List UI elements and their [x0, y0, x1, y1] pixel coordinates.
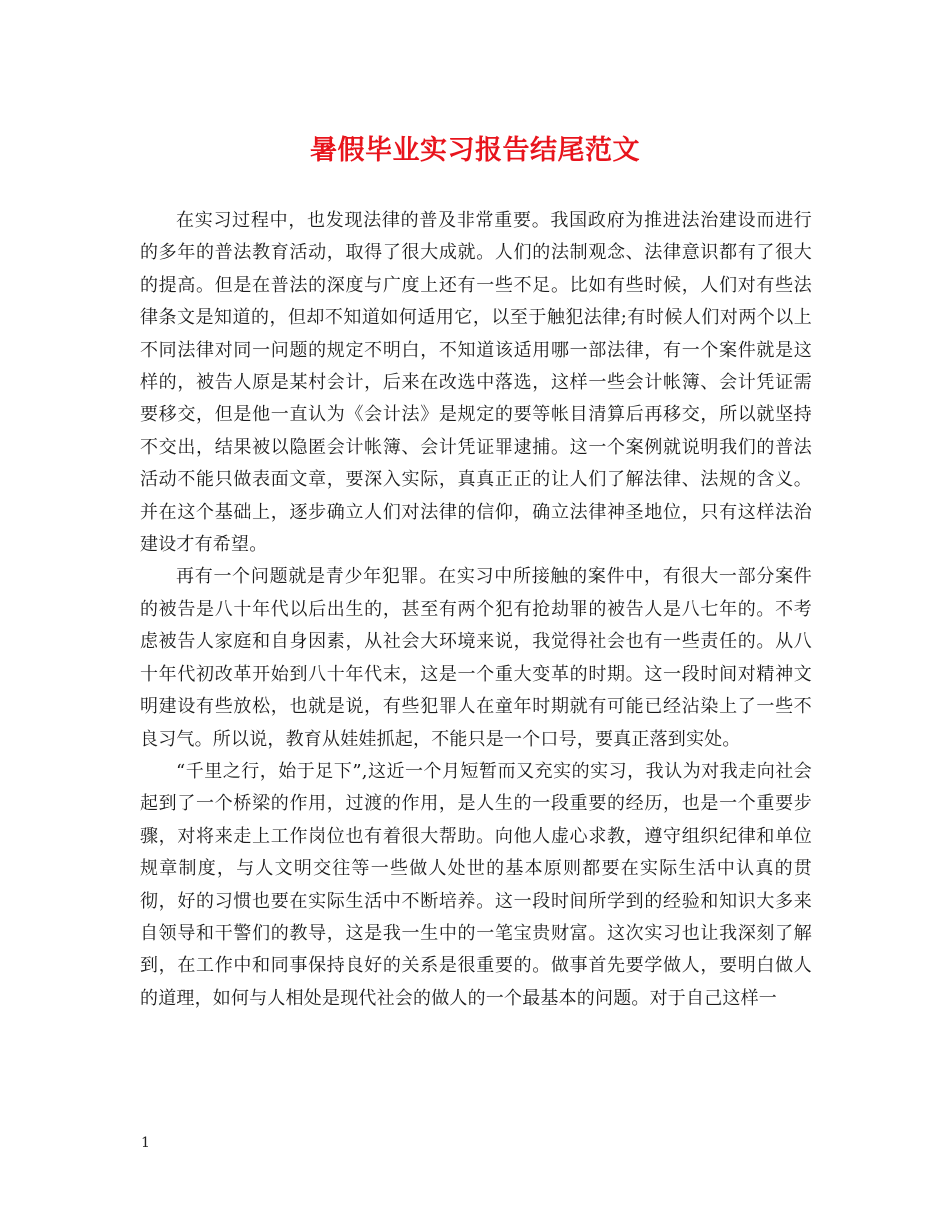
paragraph-1: 在实习过程中，也发现法律的普及非常重要。我国政府为推进法治建设而进行的多年的普法教育活动，取得了很大成就。人们的法制观念、法律意识都有了很大的提高。但是在普法的深度与广度上还有一些不足。比如有些时候，人们对有些法律条文是知道的，但却不知道如何适用它，以至于触犯法律;有时候人们对两个以上不同法律对同一问题的规定不明白，不知道该适用哪一部法律，有一个案件就是这样的，被告人原是某村会计，后来在改选中落选，这样一些会计帐簿、会计凭证需要移交，但是他一直认为《会计法》是规定的要等帐目清算后再移交，所以就坚持不交出，结果被以隐匿会计帐簿、会计凭证罪逮捕。这一个案例就说明我们的普法活动不能只做表面文章，要深入实际，真真正正的让人们了解法律、法规的含义。并在这个基础上，逐步确立人们对法律的信仰，确立法律神圣地位，只有这样法治建设才有希望。: [140, 210, 812, 556]
document-title: 暑假毕业实习报告结尾范文: [310, 135, 640, 166]
document-body: [140, 205, 812, 1015]
page-number: 1: [141, 1135, 150, 1151]
paragraph-2: 再有一个问题就是青少年犯罪。在实习中所接触的案件中，有很大一部分案件的被告是八十年代以后出生的，甚至有两个犯有抢劫罪的被告人是八七年的。不考虑被告人家庭和自身因素，从社会大环境来说，我觉得社会也有一些责任的。从八十年代初改革开始到八十年代末，这是一个重大变革的时期。这一段时间对精神文明建设有些放松，也就是说，有些犯罪人在童年时期就有可能已经沾染上了一些不良习气。所以说，教育从娃娃抓起，不能只是一个口号，要真正落到实处。: [140, 566, 812, 750]
paragraph-3: “千里之行，始于足下”,这近一个月短暂而又充实的实习，我认为对我走向社会起到了一个桥梁的作用，过渡的作用，是人生的一段重要的经历，也是一个重要步骤，对将来走上工作岗位也有着很大帮助。向他人虚心求教，遵守组织纪律和单位规章制度，与人文明交往等一些做人处世的基本原则都要在实际生活中认真的贯彻，好的习惯也要在实际生活中不断培养。这一段时间所学到的经验和知识大多来自领导和干警们的教导，这是我一生中的一笔宝贵财富。这次实习也让我深刻了解到，在工作中和同事保持良好的关系是很重要的。做事首先要学做人，要明白做人的道理，如何与人相处是现代社会的做人的一个最基本的问题。对于自己这样一: [140, 760, 812, 1009]
